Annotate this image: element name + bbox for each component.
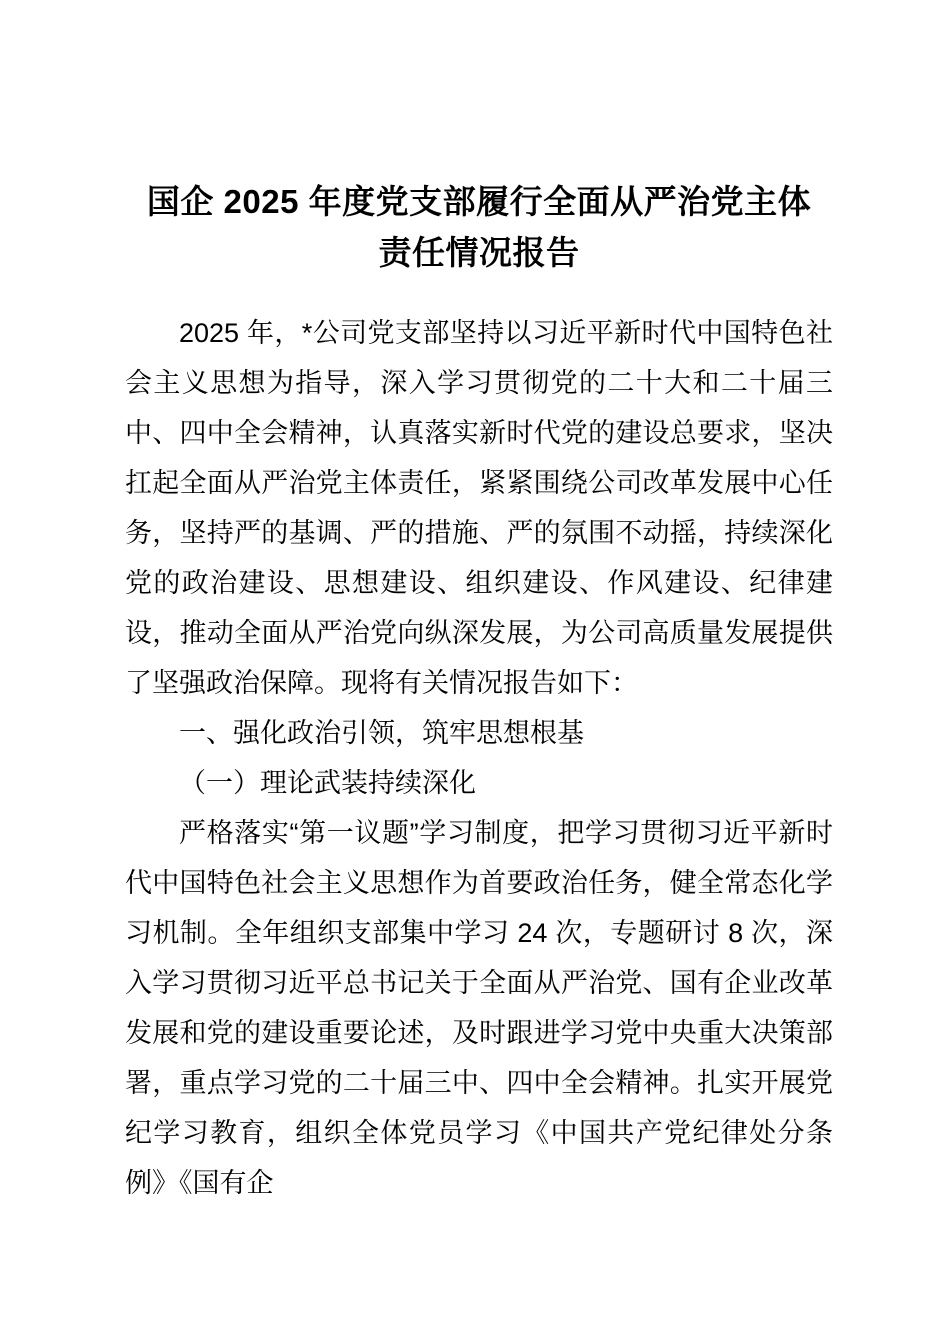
document-title [125,176,833,278]
section-heading-level-1: 一、强化政治引领，筑牢思想根基 [179,718,584,748]
title-line-2: 责任情况报告 [378,234,580,271]
title-line-1: 国企 2025 年度党支部履行全面从严治党主体 [146,183,812,220]
section-heading-level-2: （一）理论武装持续深化 [179,768,476,798]
paragraph-theory-study: 严格落实“第一议题”学习制度，把学习贯彻习近平新时代中国特色社会主义思想作为首要政治任务，健全常态化学习机制。全年组织支部集中学习 24 次，专题研讨 8 次，深入学习贯彻习近平总书记关于全面从严治党、国有企业改革发展和党的建设重要论述，及时跟进学习党中央重大决策部署，重点学习党的二十届三中、四中全会精神。扎实开展党纪学习教育，组织全体党员学习《中国共产党纪律处分条例》《国有企 [125,818,833,1198]
paragraph-intro: 2025 年，*公司党支部坚持以习近平新时代中国特色社会主义思想为指导，深入学习贯彻党的二十大和二十届三中、四中全会精神，认真落实新时代党的建设总要求，坚决扛起全面从严治党主体责任，紧紧围绕公司改革发展中心任务，坚持严的基调、严的措施、严的氛围不动摇，持续深化党的政治建设、思想建设、组织建设、作风建设、纪律建设，推动全面从严治党向纵深发展，为公司高质量发展提供了坚强政治保障。现将有关情况报告如下： [125,318,833,698]
